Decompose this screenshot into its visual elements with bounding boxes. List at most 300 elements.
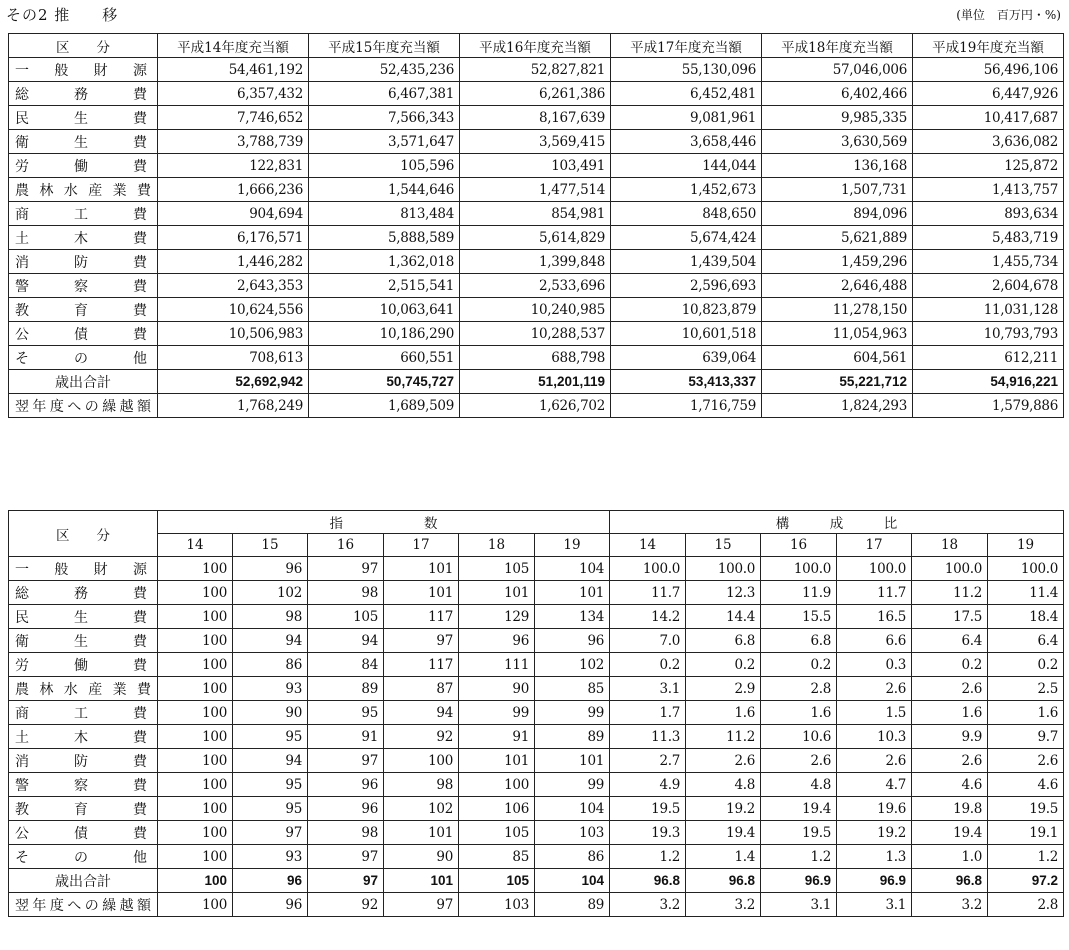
index-cell: 92 [308,893,384,917]
ratio-cell: 3.1 [837,893,912,917]
index-group-header: 指 数 [158,511,610,534]
amount-cell: 1,459,296 [762,250,913,274]
index-cell: 96 [535,629,610,653]
ratio-cell: 1.5 [837,701,912,725]
index-year-header: 15 [233,534,308,557]
ratio-cell: 11.7 [837,581,912,605]
table-row [9,557,1064,581]
ratio-cell: 17.5 [912,605,988,629]
amount-cell: 5,614,829 [460,226,611,250]
index-cell: 90 [384,845,459,869]
ratio-cell: 10.6 [761,725,837,749]
ratio-year-header: 16 [761,534,837,557]
amounts-header-col: 平成16年度充当額 [460,34,611,58]
ratio-cell: 100.0 [610,557,686,581]
amount-cell: 9,081,961 [611,106,762,130]
amount-cell: 9,985,335 [762,106,913,130]
ratio-cell: 0.2 [610,653,686,677]
row-label: 一般財源 [9,58,158,82]
ratio-cell: 1.3 [837,845,912,869]
amount-cell: 10,063,641 [309,298,460,322]
index-ratio-table-body [9,557,1064,917]
index-cell: 100 [158,869,233,893]
amount-cell: 8,167,639 [460,106,611,130]
index-cell: 97 [384,629,459,653]
row-label: 翌年度への繰越額 [9,394,158,418]
ratio-cell: 1.6 [988,701,1064,725]
amounts-table-body [9,58,1064,418]
ratio-year-header: 15 [686,534,761,557]
amount-cell: 5,674,424 [611,226,762,250]
row-label: 衛生費 [9,629,158,653]
ratio-cell: 3.1 [610,677,686,701]
ratio-cell: 19.2 [837,821,912,845]
amount-cell: 894,096 [762,202,913,226]
amount-cell: 10,417,687 [913,106,1064,130]
table-row [9,202,1064,226]
table-row [9,154,1064,178]
ratio-cell: 7.0 [610,629,686,653]
ratio-year-header: 19 [988,534,1064,557]
index-cell: 98 [384,773,459,797]
table-row [9,797,1064,821]
amount-cell: 54,916,221 [913,370,1064,394]
amounts-header-col: 平成19年度充当額 [913,34,1064,58]
table-row [9,845,1064,869]
amount-cell: 7,566,343 [309,106,460,130]
index-cell: 99 [535,701,610,725]
row-label: 総務費 [9,82,158,106]
amount-cell: 2,604,678 [913,274,1064,298]
ratio-cell: 100.0 [837,557,912,581]
amount-cell: 10,288,537 [460,322,611,346]
amount-cell: 6,402,466 [762,82,913,106]
ratio-cell: 0.3 [837,653,912,677]
index-cell: 104 [535,557,610,581]
amount-cell: 50,745,727 [309,370,460,394]
index-cell: 95 [233,773,308,797]
ratio-cell: 3.2 [686,893,761,917]
ratio-cell: 1.6 [686,701,761,725]
index-cell: 100 [158,581,233,605]
amount-cell: 54,461,192 [158,58,309,82]
index-cell: 101 [459,581,535,605]
amount-cell: 56,496,106 [913,58,1064,82]
ratio-cell: 100.0 [686,557,761,581]
index-year-header: 17 [384,534,459,557]
index-cell: 91 [459,725,535,749]
amount-cell: 11,031,128 [913,298,1064,322]
ratio-cell: 19.5 [761,821,837,845]
ratio-cell: 19.5 [988,797,1064,821]
index-cell: 97 [308,869,384,893]
index-ratio-table [8,510,1064,917]
row-label: 消防費 [9,749,158,773]
amount-cell: 2,596,693 [611,274,762,298]
amount-cell: 813,484 [309,202,460,226]
index-header-row-2 [9,534,1064,557]
index-cell: 111 [459,653,535,677]
index-cell: 98 [308,581,384,605]
ratio-cell: 11.4 [988,581,1064,605]
ratio-cell: 0.2 [988,653,1064,677]
index-year-header: 18 [459,534,535,557]
index-cell: 89 [535,725,610,749]
amount-cell: 1,399,848 [460,250,611,274]
ratio-cell: 1.0 [912,845,988,869]
index-cell: 102 [384,797,459,821]
amount-cell: 1,768,249 [158,394,309,418]
amount-cell: 2,646,488 [762,274,913,298]
ratio-cell: 2.6 [837,749,912,773]
index-cell: 103 [535,821,610,845]
amount-cell: 2,515,541 [309,274,460,298]
ratio-cell: 4.9 [610,773,686,797]
index-cell: 104 [535,797,610,821]
table-row [9,893,1064,917]
ratio-cell: 96.8 [686,869,761,893]
ratio-cell: 1.6 [761,701,837,725]
index-cell: 101 [384,869,459,893]
amount-cell: 51,201,119 [460,370,611,394]
index-cell: 105 [459,821,535,845]
table-row [9,581,1064,605]
amount-cell: 604,561 [762,346,913,370]
index-cell: 96 [308,773,384,797]
index-cell: 97 [384,893,459,917]
index-cell: 100 [158,725,233,749]
index-cell: 100 [384,749,459,773]
index-cell: 100 [158,749,233,773]
ratio-cell: 12.3 [686,581,761,605]
amount-cell: 1,666,236 [158,178,309,202]
ratio-cell: 19.4 [686,821,761,845]
ratio-cell: 6.8 [761,629,837,653]
row-label: 一般財源 [9,557,158,581]
ratio-group-header: 構 成 比 [610,511,1064,534]
index-cell: 97 [308,557,384,581]
index-cell: 100 [158,629,233,653]
index-cell: 95 [308,701,384,725]
amount-cell: 122,831 [158,154,309,178]
amount-cell: 5,888,589 [309,226,460,250]
amount-cell: 3,571,647 [309,130,460,154]
row-label: 土木費 [9,226,158,250]
ratio-cell: 96.8 [912,869,988,893]
ratio-cell: 10.3 [837,725,912,749]
amount-cell: 612,211 [913,346,1064,370]
amount-cell: 11,278,150 [762,298,913,322]
row-label: 翌年度への繰越額 [9,893,158,917]
index-cell: 85 [459,845,535,869]
row-label: その他 [9,346,158,370]
amount-cell: 3,658,446 [611,130,762,154]
table-row [9,653,1064,677]
index-cell: 84 [308,653,384,677]
table-row [9,274,1064,298]
index-cell: 100 [158,701,233,725]
table-row [9,298,1064,322]
ratio-cell: 9.9 [912,725,988,749]
total-row [9,370,1064,394]
ratio-cell: 4.8 [686,773,761,797]
row-label: 教育費 [9,298,158,322]
ratio-cell: 19.3 [610,821,686,845]
row-label: 農林水産業費 [9,677,158,701]
index-cell: 101 [459,749,535,773]
ratio-cell: 2.6 [686,749,761,773]
row-label: 民生費 [9,605,158,629]
index-cell: 103 [459,893,535,917]
ratio-cell: 6.4 [912,629,988,653]
index-cell: 93 [233,677,308,701]
ratio-cell: 4.6 [988,773,1064,797]
amount-cell: 1,689,509 [309,394,460,418]
index-cell: 100 [158,797,233,821]
ratio-cell: 4.6 [912,773,988,797]
index-cell: 100 [158,845,233,869]
amount-cell: 1,477,514 [460,178,611,202]
ratio-cell: 18.4 [988,605,1064,629]
amount-cell: 1,452,673 [611,178,762,202]
ratio-cell: 96.8 [610,869,686,893]
table-row [9,82,1064,106]
index-cell: 96 [459,629,535,653]
row-label: 消防費 [9,250,158,274]
amount-cell: 893,634 [913,202,1064,226]
ratio-cell: 1.2 [610,845,686,869]
amount-cell: 1,455,734 [913,250,1064,274]
index-cell: 117 [384,653,459,677]
ratio-cell: 2.7 [610,749,686,773]
table-row [9,701,1064,725]
table-row [9,106,1064,130]
ratio-cell: 14.2 [610,605,686,629]
index-cell: 104 [535,869,610,893]
amount-cell: 55,221,712 [762,370,913,394]
ratio-cell: 15.5 [761,605,837,629]
index-cell: 100 [158,653,233,677]
ratio-cell: 2.6 [837,677,912,701]
amount-cell: 10,240,985 [460,298,611,322]
amount-cell: 904,694 [158,202,309,226]
table-row [9,677,1064,701]
row-label: 歳出合計 [9,869,158,893]
ratio-cell: 100.0 [912,557,988,581]
index-cell: 86 [233,653,308,677]
ratio-cell: 0.2 [912,653,988,677]
amount-cell: 6,357,432 [158,82,309,106]
ratio-cell: 100.0 [761,557,837,581]
ratio-cell: 3.2 [912,893,988,917]
amount-cell: 10,506,983 [158,322,309,346]
ratio-cell: 6.8 [686,629,761,653]
index-cell: 93 [233,845,308,869]
amount-cell: 7,746,652 [158,106,309,130]
amount-cell: 6,447,926 [913,82,1064,106]
table-row [9,322,1064,346]
index-cell: 90 [459,677,535,701]
row-label: 土木費 [9,725,158,749]
amounts-header-row [9,34,1064,58]
amount-cell: 3,630,569 [762,130,913,154]
index-cell: 89 [308,677,384,701]
ratio-cell: 4.7 [837,773,912,797]
row-label: 農林水産業費 [9,178,158,202]
index-cell: 90 [233,701,308,725]
row-label: 公債費 [9,821,158,845]
ratio-cell: 0.2 [761,653,837,677]
ratio-cell: 11.9 [761,581,837,605]
amount-cell: 5,483,719 [913,226,1064,250]
table-row [9,773,1064,797]
ratio-cell: 1.7 [610,701,686,725]
index-cell: 87 [384,677,459,701]
amount-cell: 1,716,759 [611,394,762,418]
amount-cell: 10,793,793 [913,322,1064,346]
table-row [9,725,1064,749]
amount-cell: 3,788,739 [158,130,309,154]
index-cell: 102 [233,581,308,605]
table-row [9,346,1064,370]
ratio-cell: 0.2 [686,653,761,677]
amount-cell: 1,626,702 [460,394,611,418]
amount-cell: 1,446,282 [158,250,309,274]
amounts-table [8,33,1064,418]
amounts-header-col: 平成14年度充当額 [158,34,309,58]
row-label: 歳出合計 [9,370,158,394]
amount-cell: 125,872 [913,154,1064,178]
amount-cell: 854,981 [460,202,611,226]
index-cell: 98 [233,605,308,629]
amount-cell: 6,452,481 [611,82,762,106]
ratio-cell: 16.5 [837,605,912,629]
index-cell: 91 [308,725,384,749]
index-cell: 117 [384,605,459,629]
table-row [9,605,1064,629]
index-year-header: 14 [158,534,233,557]
ratio-cell: 96.9 [837,869,912,893]
index-cell: 101 [535,749,610,773]
index-cell: 106 [459,797,535,821]
index-cell: 129 [459,605,535,629]
amount-cell: 57,046,006 [762,58,913,82]
index-cell: 89 [535,893,610,917]
amount-cell: 6,176,571 [158,226,309,250]
row-label: 民生費 [9,106,158,130]
index-cell: 101 [384,821,459,845]
index-cell: 95 [233,797,308,821]
amount-cell: 1,507,731 [762,178,913,202]
total-row [9,869,1064,893]
index-cell: 101 [384,581,459,605]
index-cell: 85 [535,677,610,701]
table-row [9,178,1064,202]
table-row [9,394,1064,418]
ratio-cell: 96.9 [761,869,837,893]
ratio-cell: 1.2 [761,845,837,869]
amount-cell: 2,643,353 [158,274,309,298]
amount-cell: 1,579,886 [913,394,1064,418]
amounts-header-col: 平成18年度充当額 [762,34,913,58]
row-label: 警察費 [9,773,158,797]
amount-cell: 10,823,879 [611,298,762,322]
amount-cell: 5,621,889 [762,226,913,250]
table-row [9,629,1064,653]
amount-cell: 688,798 [460,346,611,370]
ratio-cell: 97.2 [988,869,1064,893]
amount-cell: 136,168 [762,154,913,178]
ratio-cell: 3.1 [761,893,837,917]
index-cell: 102 [535,653,610,677]
ratio-cell: 2.9 [686,677,761,701]
ratio-cell: 4.8 [761,773,837,797]
row-label: 総務費 [9,581,158,605]
row-label: 警察費 [9,274,158,298]
index-cell: 94 [384,701,459,725]
index-cell: 94 [233,629,308,653]
index-cell: 96 [233,869,308,893]
ratio-cell: 2.6 [912,677,988,701]
ratio-year-header: 17 [837,534,912,557]
index-cell: 99 [459,701,535,725]
index-header-row-1 [9,511,1064,534]
amounts-header-col: 平成15年度充当額 [309,34,460,58]
table-row [9,821,1064,845]
amount-cell: 1,362,018 [309,250,460,274]
ratio-year-header: 18 [912,534,988,557]
ratio-year-header: 14 [610,534,686,557]
amount-cell: 10,186,290 [309,322,460,346]
row-label: 労働費 [9,653,158,677]
index-cell: 86 [535,845,610,869]
index-cell: 92 [384,725,459,749]
index-cell: 94 [233,749,308,773]
table-row [9,749,1064,773]
page-title: その2 推 移 [6,6,119,24]
ratio-cell: 9.7 [988,725,1064,749]
unit-note: (単位 百万円・%) [956,8,1061,22]
row-label: 商工費 [9,701,158,725]
amount-cell: 1,439,504 [611,250,762,274]
ratio-cell: 2.6 [912,749,988,773]
table-row [9,226,1064,250]
ratio-cell: 19.8 [912,797,988,821]
amount-cell: 11,054,963 [762,322,913,346]
ratio-cell: 2.6 [761,749,837,773]
ratio-cell: 2.6 [988,749,1064,773]
ratio-cell: 11.2 [912,581,988,605]
row-label: 商工費 [9,202,158,226]
amount-cell: 6,467,381 [309,82,460,106]
ratio-cell: 6.4 [988,629,1064,653]
index-cell: 100 [158,893,233,917]
amount-cell: 144,044 [611,154,762,178]
amount-cell: 52,435,236 [309,58,460,82]
row-label: その他 [9,845,158,869]
index-cell: 96 [308,797,384,821]
index-cell: 100 [158,821,233,845]
row-label: 教育費 [9,797,158,821]
amount-cell: 2,533,696 [460,274,611,298]
amount-cell: 3,636,082 [913,130,1064,154]
amount-cell: 1,544,646 [309,178,460,202]
index-cell: 95 [233,725,308,749]
ratio-cell: 19.5 [610,797,686,821]
index-year-header: 19 [535,534,610,557]
ratio-cell: 19.4 [912,821,988,845]
index-cell: 100 [158,557,233,581]
